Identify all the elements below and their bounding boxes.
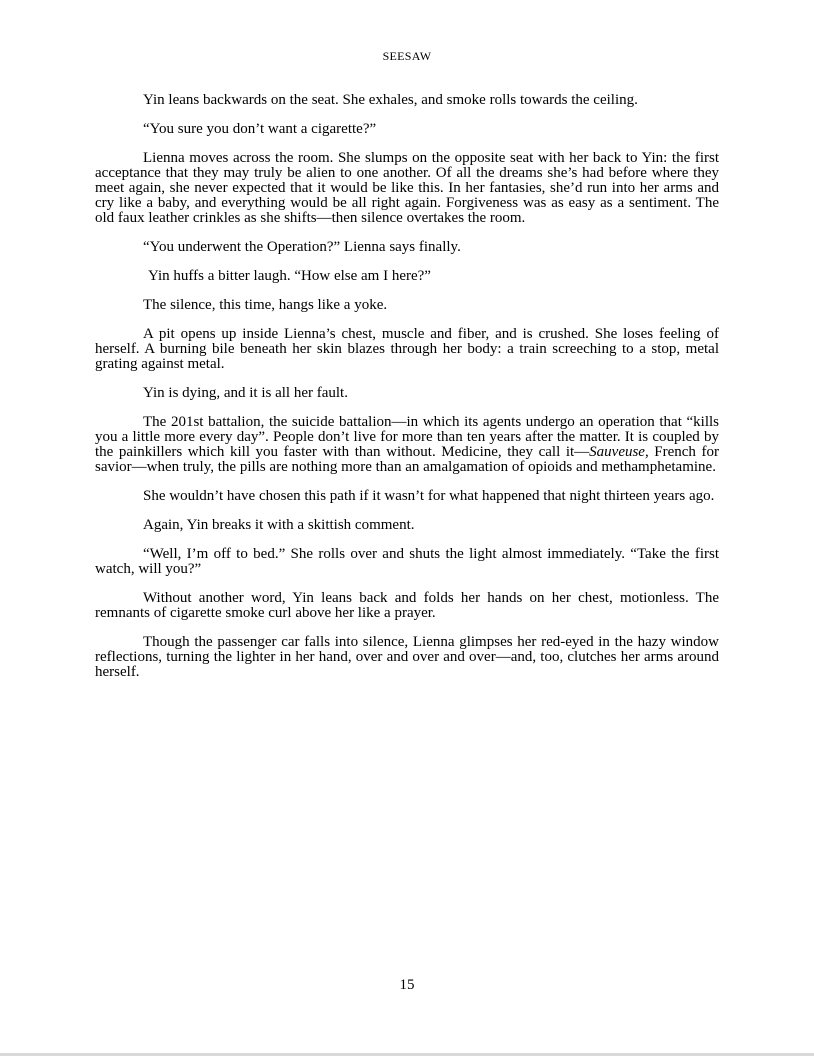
- paragraph-2: “You sure you don’t want a cigarette?”: [143, 121, 377, 137]
- paragraph-12: “Well, I’m off to bed.” She rolls over and shuts the light almost immediately. “Take the first watch, will you?”: [95, 546, 719, 577]
- page-number: 15: [399, 977, 415, 993]
- paragraph-9-italic-term: Sauveuse: [589, 444, 645, 460]
- paragraph-7: A pit opens up inside Lienna’s chest, muscle and fiber, and is crushed. She loses feeling of herself. A burning bile beneath her skin blazes through her body: a train screeching to a stop, metal grating against metal.: [95, 326, 719, 372]
- paragraph-10: She wouldn’t have chosen this path if it wasn’t for what happened that night thirteen years ago.: [143, 488, 715, 504]
- paragraph-9-text-before: The 201st battalion, the suicide battalion—in which its agents undergo an operation that “kills you a little more every day”. People don’t live for more than ten years after the matter. It is coupled by the painkillers which kill you faster with than without. Medicine, they call it—: [95, 414, 719, 460]
- paragraph-14: Though the passenger car falls into silence, Lienna glimpses her red-eyed in the hazy window reflections, turning the lighter in her hand, over and over and over—and, too, clutches her arms around herself.: [95, 634, 719, 680]
- paragraph-9-text-after: , French for savior—when truly, the pills are nothing more than an amalgamation of opioids and methamphetamine.: [95, 444, 719, 475]
- paragraph-4: “You underwent the Operation?” Lienna says finally.: [143, 239, 461, 255]
- paragraph-1: Yin leans backwards on the seat. She exhales, and smoke rolls towards the ceiling.: [143, 92, 638, 108]
- paragraph-3: Lienna moves across the room. She slumps on the opposite seat with her back to Yin: the first acceptance that they may truly be alien to one another. Of all the dreams she’s had before where they meet again, she never expected that it would be like this. In her fantasies, she’d run into her arms and cry like a baby, and everything would be all right again. Forgiveness was as easy as a sentiment. The old faux leather crinkles as she shifts—then silence overtakes the room.: [95, 150, 719, 226]
- paragraph-5: Yin huffs a bitter laugh. “How else am I here?”: [148, 268, 431, 284]
- paragraph-11: Again, Yin breaks it with a skittish comment.: [143, 517, 415, 533]
- paragraph-6: The silence, this time, hangs like a yoke.: [143, 297, 388, 313]
- running-header: SEESAW: [382, 49, 432, 63]
- paragraph-13: Without another word, Yin leans back and folds her hands on her chest, motionless. The remnants of cigarette smoke curl above her like a prayer.: [95, 590, 719, 621]
- paragraph-9: [95, 415, 719, 475]
- paragraph-8: Yin is dying, and it is all her fault.: [143, 385, 348, 401]
- body-text: [95, 93, 719, 694]
